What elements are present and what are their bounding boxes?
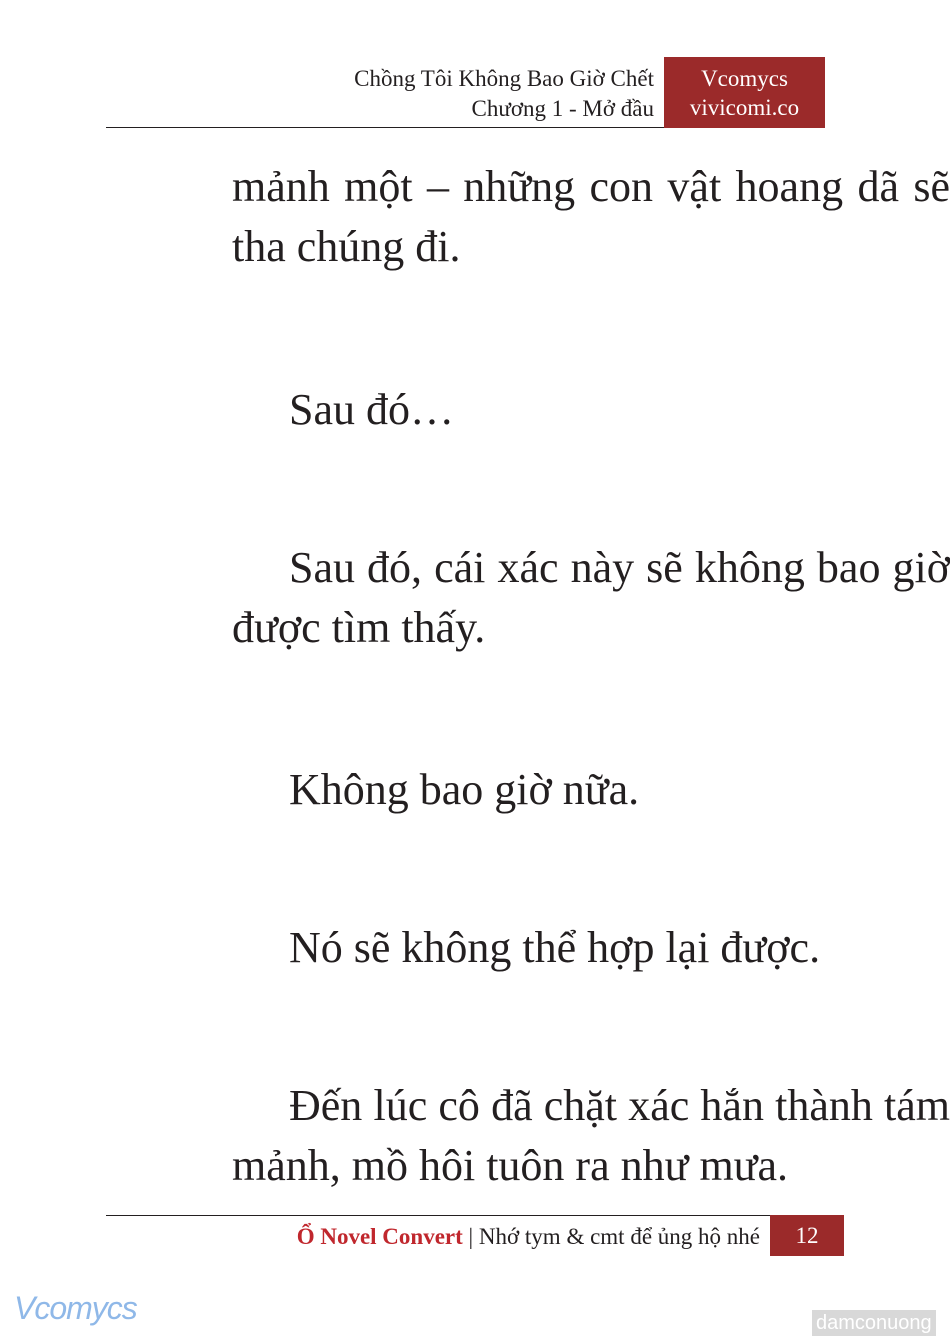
publisher-name: Vcomycs bbox=[701, 66, 788, 91]
paragraph: Đến lúc cô đã chặt xác hắn thành tám mảnh, mồ hôi tuôn ra như mưa. bbox=[232, 1081, 950, 1190]
footer-separator: | bbox=[468, 1224, 474, 1249]
footer-brand: Ổ Novel Convert bbox=[296, 1224, 463, 1249]
paragraph: mảnh một – những con vật hoang dã sẽ tha chúng đi. bbox=[232, 162, 950, 271]
paragraph: Sau đó, cái xác này sẽ không bao giờ được tìm thấy. bbox=[232, 543, 950, 652]
footer-message: Nhớ tym & cmt để ủng hộ nhé bbox=[478, 1224, 760, 1249]
paragraph: Nó sẽ không thể hợp lại được. bbox=[289, 923, 821, 972]
publisher-badge bbox=[664, 57, 825, 128]
watermark: damconuong bbox=[812, 1310, 936, 1336]
vcomycs-logo: Vcomycs bbox=[14, 1290, 137, 1326]
running-header bbox=[354, 64, 654, 124]
book-title: Chồng Tôi Không Bao Giờ Chết bbox=[354, 66, 654, 91]
paragraph: Sau đó… bbox=[289, 385, 454, 434]
page-number: 12 bbox=[770, 1215, 844, 1256]
footer-note bbox=[297, 1222, 760, 1252]
paragraph: Không bao giờ nữa. bbox=[289, 765, 640, 814]
header-divider bbox=[106, 127, 664, 128]
chapter-title: Chương 1 - Mở đầu bbox=[471, 96, 654, 121]
footer-divider bbox=[106, 1215, 770, 1216]
publisher-site: vivicomi.co bbox=[689, 95, 800, 120]
